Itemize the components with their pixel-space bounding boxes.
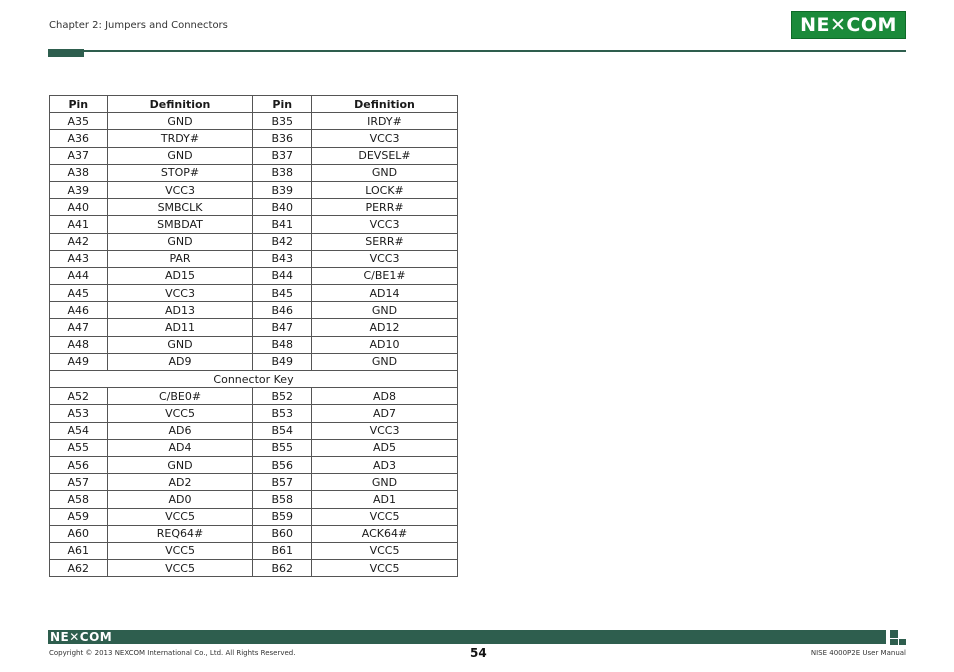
- definition-a-cell: AD6: [107, 422, 253, 439]
- pin-a-cell: A59: [50, 508, 108, 525]
- definition-a-cell: AD2: [107, 474, 253, 491]
- pin-a-cell: A62: [50, 560, 108, 577]
- pin-b-cell: B41: [253, 216, 312, 233]
- table-row: [50, 181, 458, 198]
- definition-a-cell: STOP#: [107, 164, 253, 181]
- pin-b-cell: B58: [253, 491, 312, 508]
- table-row: [50, 491, 458, 508]
- footer-square-icon: [890, 639, 898, 645]
- pin-b-cell: B38: [253, 164, 312, 181]
- pin-a-cell: A58: [50, 491, 108, 508]
- definition-b-cell: VCC5: [312, 542, 458, 559]
- header-accent-block: [48, 49, 84, 57]
- pin-a-cell: A53: [50, 405, 108, 422]
- header-definition-a: Definition: [107, 96, 253, 113]
- pin-a-cell: A44: [50, 267, 108, 284]
- table-header-row: [50, 96, 458, 113]
- table-row: [50, 130, 458, 147]
- table-row: [50, 216, 458, 233]
- pin-a-cell: A55: [50, 439, 108, 456]
- definition-a-cell: VCC3: [107, 181, 253, 198]
- footer-bar: [48, 630, 886, 644]
- definition-b-cell: VCC3: [312, 130, 458, 147]
- definition-b-cell: GND: [312, 164, 458, 181]
- page-number: 54: [470, 646, 487, 660]
- chapter-title: Chapter 2: Jumpers and Connectors: [49, 20, 228, 31]
- table-row: [50, 164, 458, 181]
- pin-b-cell: B43: [253, 250, 312, 267]
- table-body: [50, 113, 458, 577]
- pin-a-cell: A52: [50, 388, 108, 405]
- definition-b-cell: SERR#: [312, 233, 458, 250]
- definition-b-cell: VCC3: [312, 250, 458, 267]
- pin-a-cell: A37: [50, 147, 108, 164]
- table-row: [50, 353, 458, 370]
- definition-b-cell: GND: [312, 302, 458, 319]
- footer-square-icon: [899, 639, 906, 645]
- table-row: [50, 405, 458, 422]
- header-pin-a: Pin: [50, 96, 108, 113]
- definition-b-cell: VCC5: [312, 508, 458, 525]
- copyright-text: Copyright © 2013 NEXCOM International Co., Ltd. All Rights Reserved.: [49, 649, 296, 657]
- connector-key-cell: Connector Key: [50, 371, 458, 388]
- manual-title: NISE 4000P2E User Manual: [810, 649, 906, 657]
- definition-a-cell: VCC5: [107, 560, 253, 577]
- pin-b-cell: B36: [253, 130, 312, 147]
- table-row: [50, 319, 458, 336]
- definition-a-cell: GND: [107, 233, 253, 250]
- definition-a-cell: AD11: [107, 319, 253, 336]
- nexcom-logo: NE✕COM: [791, 11, 906, 39]
- header-definition-b: Definition: [312, 96, 458, 113]
- pin-b-cell: B49: [253, 353, 312, 370]
- definition-a-cell: SMBDAT: [107, 216, 253, 233]
- definition-b-cell: AD3: [312, 456, 458, 473]
- definition-b-cell: GND: [312, 353, 458, 370]
- table-row: [50, 233, 458, 250]
- definition-b-cell: AD1: [312, 491, 458, 508]
- header-pin-b: Pin: [253, 96, 312, 113]
- definition-a-cell: SMBCLK: [107, 199, 253, 216]
- definition-a-cell: GND: [107, 113, 253, 130]
- table-row: [50, 474, 458, 491]
- definition-a-cell: PAR: [107, 250, 253, 267]
- definition-a-cell: VCC5: [107, 508, 253, 525]
- table-row: [50, 388, 458, 405]
- table-row: [50, 199, 458, 216]
- pin-b-cell: B40: [253, 199, 312, 216]
- definition-b-cell: GND: [312, 474, 458, 491]
- table-row: [50, 422, 458, 439]
- pin-a-cell: A54: [50, 422, 108, 439]
- definition-b-cell: VCC3: [312, 422, 458, 439]
- definition-a-cell: VCC3: [107, 285, 253, 302]
- definition-b-cell: AD10: [312, 336, 458, 353]
- pin-a-cell: A38: [50, 164, 108, 181]
- table-row: [50, 250, 458, 267]
- definition-b-cell: VCC5: [312, 560, 458, 577]
- pin-a-cell: A47: [50, 319, 108, 336]
- pin-b-cell: B60: [253, 525, 312, 542]
- pin-b-cell: B62: [253, 560, 312, 577]
- definition-a-cell: GND: [107, 336, 253, 353]
- table-row: [50, 336, 458, 353]
- pin-a-cell: A61: [50, 542, 108, 559]
- definition-a-cell: C/BE0#: [107, 388, 253, 405]
- pin-a-cell: A41: [50, 216, 108, 233]
- pin-b-cell: B46: [253, 302, 312, 319]
- definition-a-cell: AD15: [107, 267, 253, 284]
- definition-a-cell: AD13: [107, 302, 253, 319]
- definition-a-cell: GND: [107, 456, 253, 473]
- definition-a-cell: VCC5: [107, 542, 253, 559]
- table-row: [50, 542, 458, 559]
- pin-b-cell: B53: [253, 405, 312, 422]
- table-row: [50, 456, 458, 473]
- pin-b-cell: B56: [253, 456, 312, 473]
- pin-b-cell: B57: [253, 474, 312, 491]
- pin-b-cell: B42: [253, 233, 312, 250]
- pin-b-cell: B54: [253, 422, 312, 439]
- definition-b-cell: AD7: [312, 405, 458, 422]
- definition-a-cell: VCC5: [107, 405, 253, 422]
- pin-a-cell: A35: [50, 113, 108, 130]
- pin-a-cell: A56: [50, 456, 108, 473]
- connector-key-row: [50, 371, 458, 388]
- definition-b-cell: IRDY#: [312, 113, 458, 130]
- definition-b-cell: LOCK#: [312, 181, 458, 198]
- table-row: [50, 439, 458, 456]
- definition-a-cell: AD4: [107, 439, 253, 456]
- pin-b-cell: B35: [253, 113, 312, 130]
- definition-b-cell: DEVSEL#: [312, 147, 458, 164]
- definition-b-cell: VCC3: [312, 216, 458, 233]
- footer-logo: NE✕COM: [50, 630, 113, 644]
- pin-b-cell: B59: [253, 508, 312, 525]
- definition-a-cell: GND: [107, 147, 253, 164]
- table-row: [50, 508, 458, 525]
- pin-a-cell: A46: [50, 302, 108, 319]
- pin-b-cell: B47: [253, 319, 312, 336]
- definition-b-cell: AD12: [312, 319, 458, 336]
- definition-b-cell: ACK64#: [312, 525, 458, 542]
- footer-square-icon: [890, 630, 898, 638]
- pin-a-cell: A49: [50, 353, 108, 370]
- table-row: [50, 267, 458, 284]
- definition-b-cell: AD14: [312, 285, 458, 302]
- pin-a-cell: A43: [50, 250, 108, 267]
- table-row: [50, 285, 458, 302]
- pin-a-cell: A40: [50, 199, 108, 216]
- pin-b-cell: B52: [253, 388, 312, 405]
- definition-b-cell: PERR#: [312, 199, 458, 216]
- pin-a-cell: A36: [50, 130, 108, 147]
- pin-b-cell: B61: [253, 542, 312, 559]
- pin-b-cell: B37: [253, 147, 312, 164]
- definition-b-cell: AD8: [312, 388, 458, 405]
- pin-a-cell: A48: [50, 336, 108, 353]
- definition-b-cell: AD5: [312, 439, 458, 456]
- pin-b-cell: B44: [253, 267, 312, 284]
- definition-a-cell: REQ64#: [107, 525, 253, 542]
- definition-a-cell: AD9: [107, 353, 253, 370]
- pin-a-cell: A39: [50, 181, 108, 198]
- pin-b-cell: B45: [253, 285, 312, 302]
- table-row: [50, 525, 458, 542]
- definition-a-cell: AD0: [107, 491, 253, 508]
- table-row: [50, 302, 458, 319]
- table-row: [50, 560, 458, 577]
- header-rule: [84, 50, 906, 52]
- pin-a-cell: A45: [50, 285, 108, 302]
- definition-b-cell: C/BE1#: [312, 267, 458, 284]
- pin-a-cell: A42: [50, 233, 108, 250]
- pin-b-cell: B55: [253, 439, 312, 456]
- pin-b-cell: B39: [253, 181, 312, 198]
- pin-definition-table: [49, 95, 458, 577]
- definition-a-cell: TRDY#: [107, 130, 253, 147]
- table-row: [50, 113, 458, 130]
- table-row: [50, 147, 458, 164]
- pin-a-cell: A60: [50, 525, 108, 542]
- pin-b-cell: B48: [253, 336, 312, 353]
- pin-a-cell: A57: [50, 474, 108, 491]
